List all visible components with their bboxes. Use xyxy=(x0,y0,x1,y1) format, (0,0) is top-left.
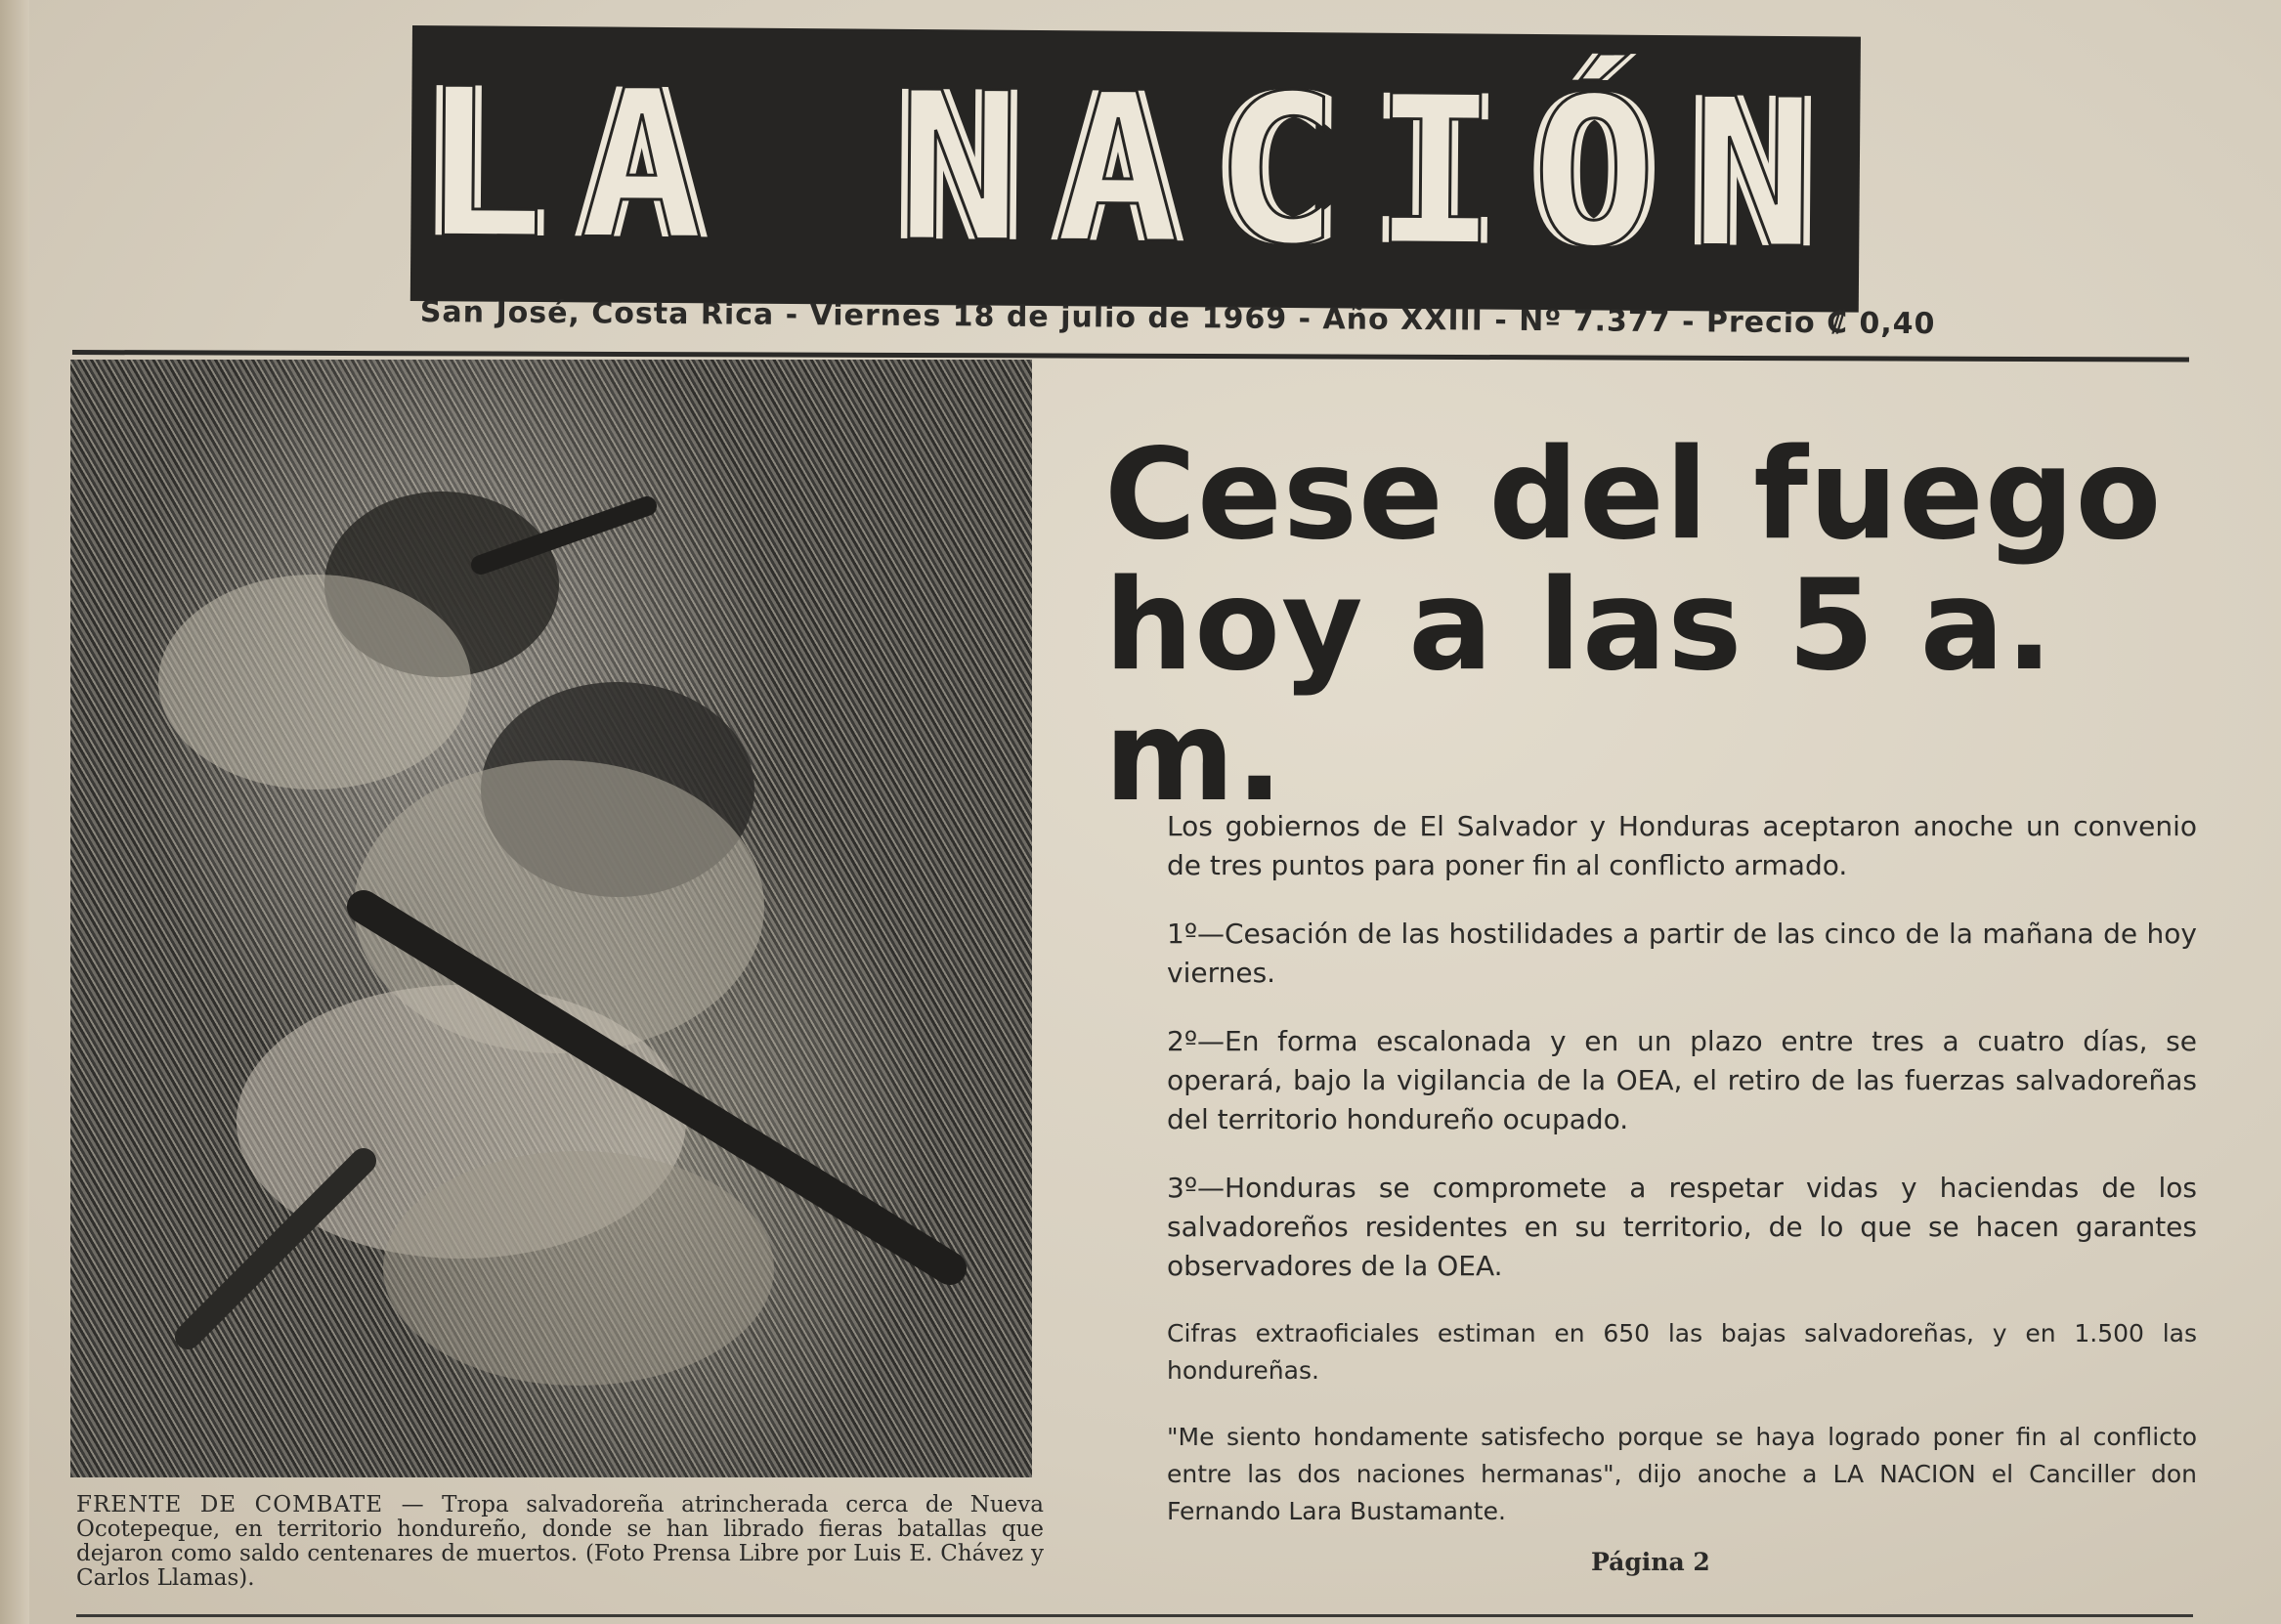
caption-text: Tropa salvadoreña atrincherada cerca de Nueva Ocotepeque, en territorio hondureño, donde se han librado fieras batallas que dejaron como saldo centenares de muertos. (Foto Prensa Libre por Luis E. Chávez y Carlos Llamas). xyxy=(76,1492,1044,1591)
front-page-photo xyxy=(70,360,1032,1477)
masthead xyxy=(410,25,1861,313)
soldiers-photo-illustration xyxy=(70,360,1032,1477)
page-edge xyxy=(0,0,29,1624)
article-paragraph: Cifras extraoficiales estiman en 650 las bajas salvadoreñas, y en 1.500 las hondureñas. xyxy=(1167,1319,2197,1385)
article-paragraph: Los gobiernos de El Salvador y Honduras aceptaron anoche un convenio de tres puntos para poner fin al conflicto armado. xyxy=(1167,810,2197,881)
photo-caption xyxy=(76,1493,1044,1591)
headline-line-1: Cese del fuego xyxy=(1104,422,2163,568)
article-paragraph: 3º—Honduras se compromete a respetar vidas y haciendas de los salvadoreños residentes en su territorio, de lo que se hacen garantes observadores de la OEA. xyxy=(1167,1172,2197,1282)
dateline: San José, Costa Rica - Viernes 18 de julio de 1969 - Año XXIII - Nº 7.377 - Precio ₡ 0,40 xyxy=(419,295,1936,342)
bottom-rule xyxy=(76,1614,2193,1617)
masthead-title: LA NACIÓN xyxy=(419,43,1851,295)
article-paragraph: 1º—Cesación de las hostilidades a partir de las cinco de la mañana de hoy viernes. xyxy=(1167,918,2197,989)
article-paragraph: 2º—En forma escalonada y en un plazo entre tres a cuatro días, se operará, bajo la vigilancia de la OEA, el retiro de las fuerzas salvadoreñas del territorio hondureño ocupado. xyxy=(1167,1025,2197,1135)
article-paragraph: "Me siento hondamente satisfecho porque se haya logrado poner fin al conflicto entre las dos naciones hermanas", dijo anoche a LA NACION el Canciller don Fernando Lara Bustamante. xyxy=(1167,1423,2197,1525)
headline-line-2: hoy a las 5 a. m. xyxy=(1104,553,2054,830)
headline xyxy=(1104,422,2199,830)
caption-lead: FRENTE DE COMBATE — xyxy=(76,1492,425,1517)
article-body xyxy=(1167,807,2197,1560)
page-reference: Página 2 xyxy=(1591,1548,1710,1576)
